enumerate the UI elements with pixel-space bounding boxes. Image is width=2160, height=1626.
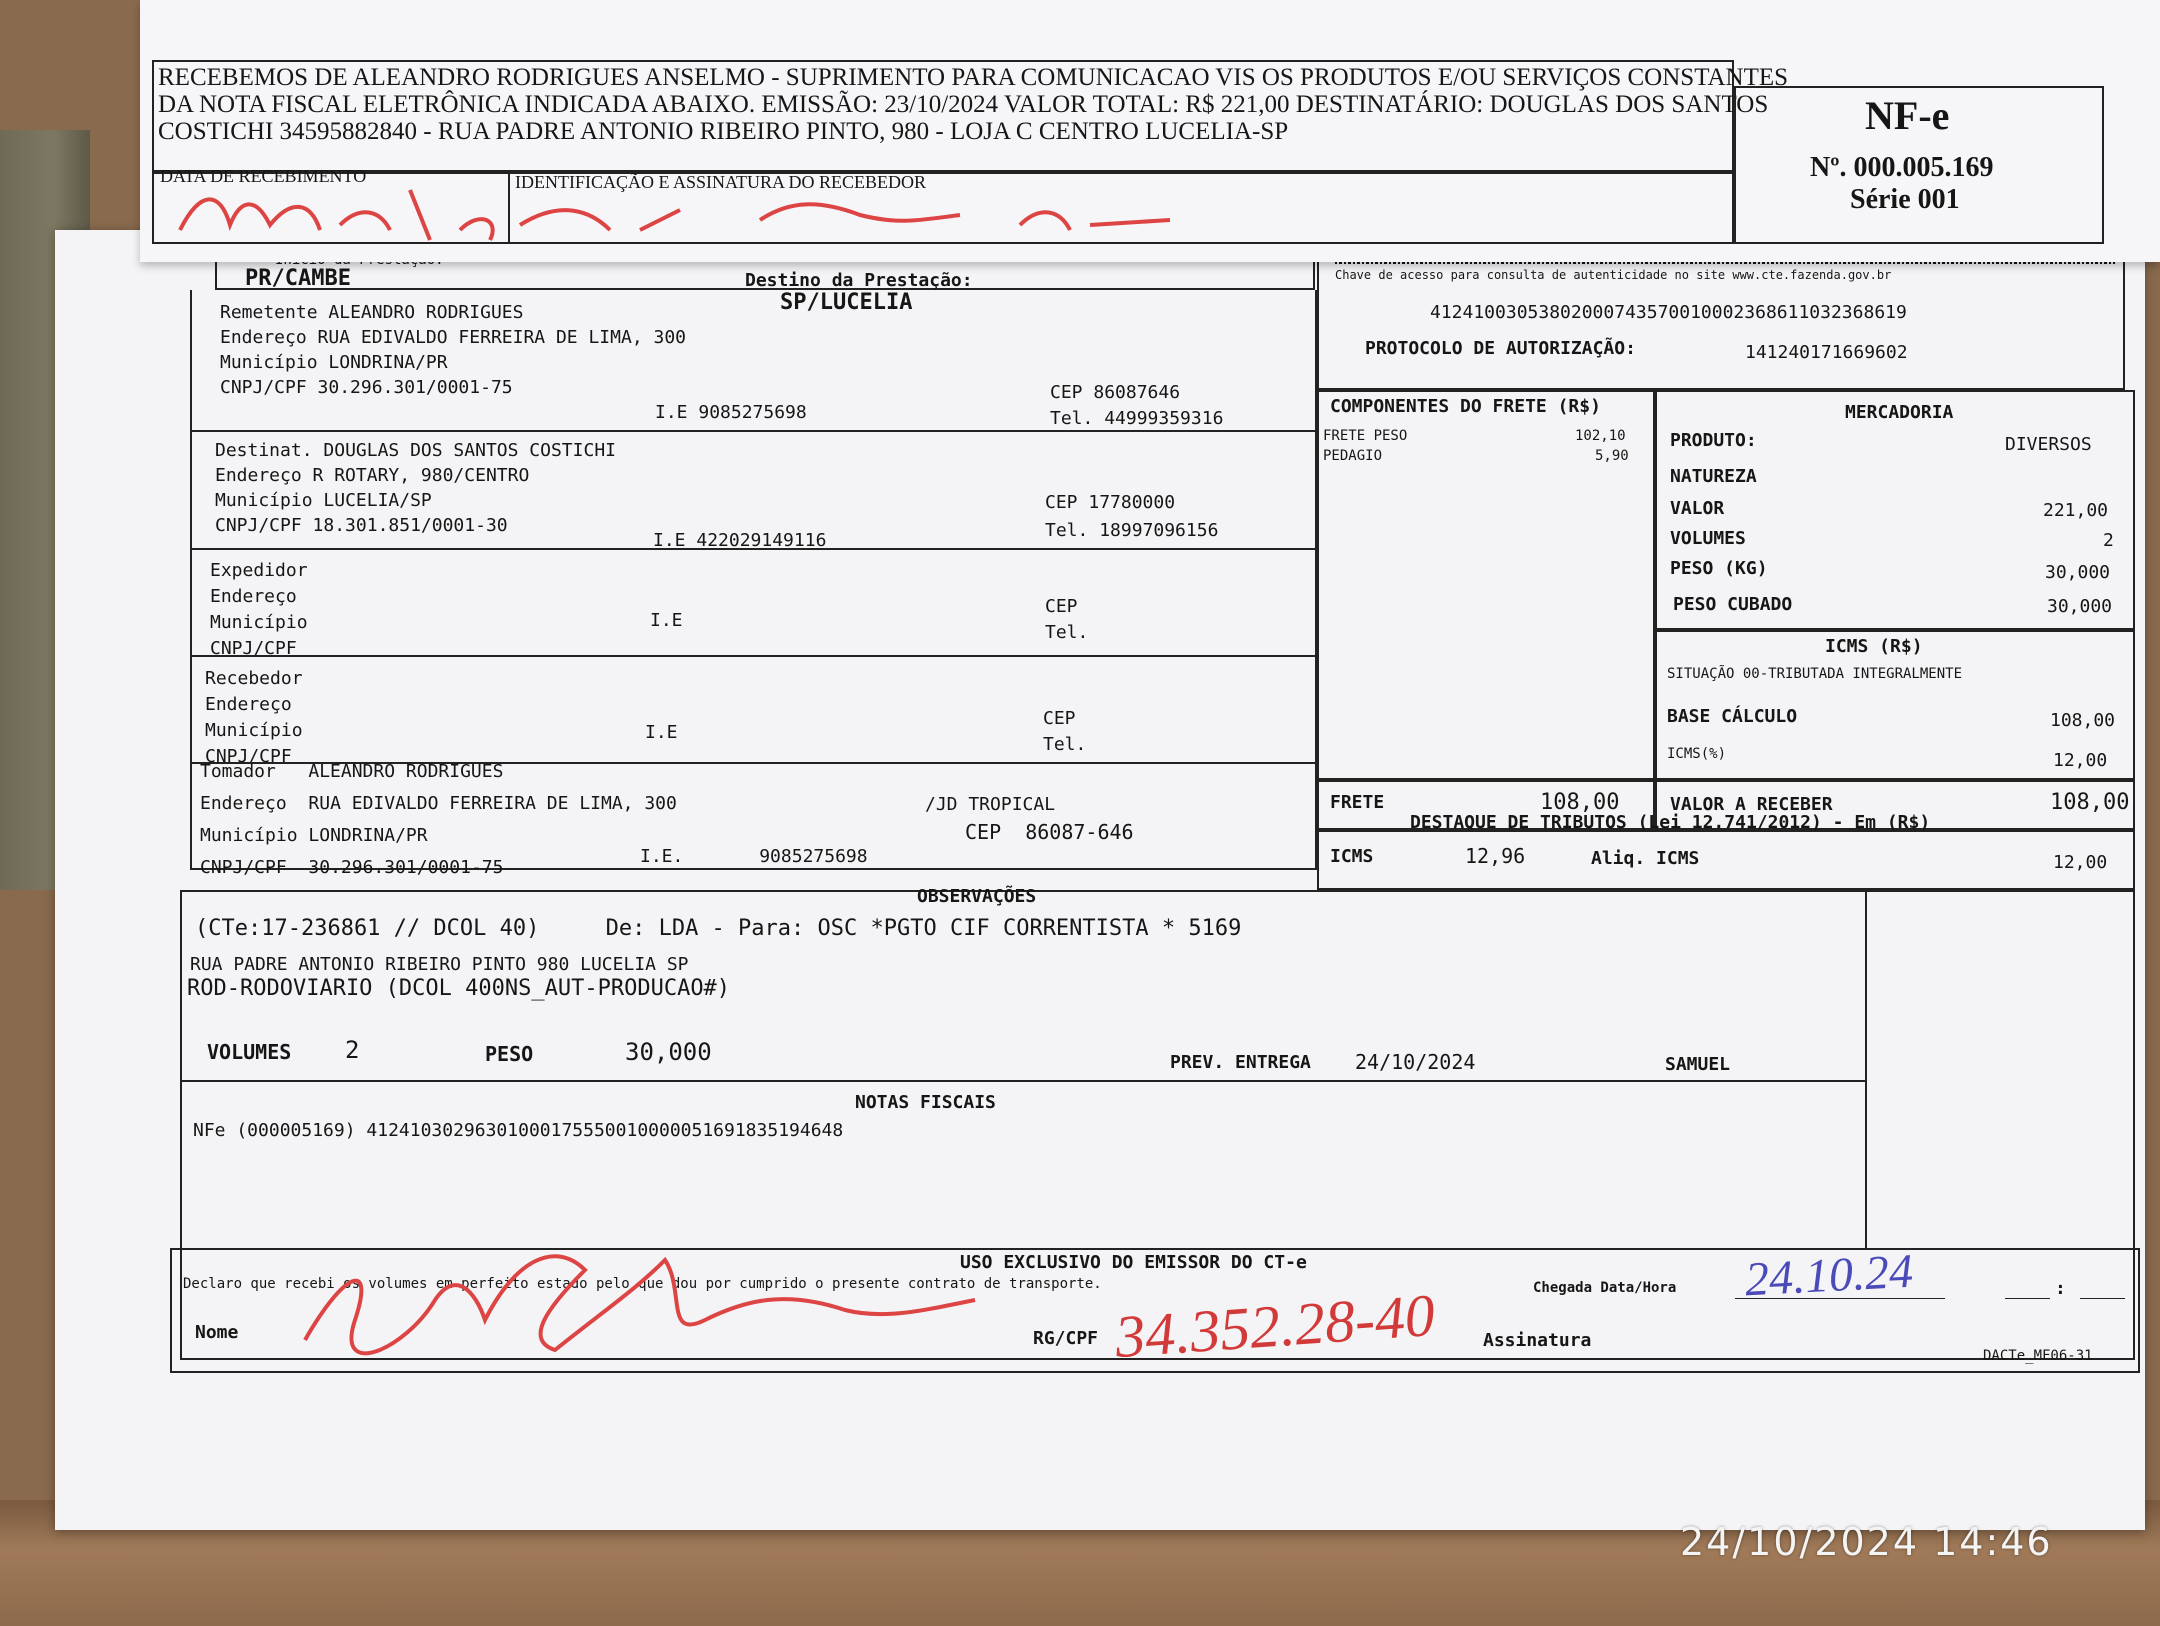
origin-value: PR/CAMBE	[245, 266, 351, 291]
destination-value: SP/LUCELIA	[780, 290, 913, 315]
expedidor-ie-label: I.E	[650, 610, 683, 631]
tomador-address: RUA EDIVALDO FERREIRA DE LIMA, 300	[308, 793, 677, 814]
peso-cubado-value: 30,000	[2047, 596, 2113, 617]
recebedor-ie-label: I.E	[645, 722, 678, 743]
destinatario-address-label: Endereço	[215, 465, 302, 486]
natureza-label: NATUREZA	[1670, 466, 1757, 487]
peso-label: PESO (KG)	[1670, 558, 1768, 579]
stub-signature-label: IDENTIFICAÇÃO E ASSINATURA DO RECEBEDOR	[515, 172, 927, 192]
expedidor-tel-label: Tel.	[1045, 622, 1089, 643]
divider	[180, 1080, 1865, 1082]
remetente-cnpj-label: CNPJ/CPF	[220, 377, 307, 398]
remetente-city-label: Município	[220, 352, 318, 373]
recebedor-section	[205, 666, 303, 770]
notas-title: NOTAS FISCAIS	[855, 1092, 996, 1113]
base-calculo-value: 108,00	[2050, 710, 2116, 731]
expedidor-city-label: Município	[210, 612, 308, 633]
destination-label: Destino da Prestação:	[745, 270, 973, 291]
destinatario-section	[215, 440, 616, 536]
frete-peso-value: 102,10	[1575, 428, 1626, 444]
access-key: 41241003053802000743570010002368611032368619	[1430, 302, 1907, 323]
chegada-label: Chegada Data/Hora	[1533, 1280, 1677, 1296]
rg-cpf-label: RG/CPF	[1033, 1328, 1099, 1349]
obs-volumes-label: VOLUMES	[207, 1040, 292, 1064]
frete-total-value: 108,00	[1540, 790, 1620, 815]
receipt-stub	[140, 0, 2160, 262]
stub-handwriting	[160, 170, 1460, 260]
expedidor-section	[210, 558, 308, 662]
destinatario-name: DOUGLAS DOS SANTOS COSTICHI	[323, 440, 616, 461]
pedagio-label: PEDAGIO	[1323, 448, 1383, 464]
tomador-cnpj: 30.296.301/0001-75	[308, 857, 504, 878]
obs-peso-label: PESO	[485, 1042, 534, 1066]
nfe-series: Série 001	[1850, 184, 1960, 215]
receiver-signature	[285, 1230, 985, 1380]
rg-handwriting: 34.352.28-40	[1113, 1281, 1437, 1371]
destinatario-label: Destinat.	[215, 440, 313, 461]
produto-label: PRODUTO:	[1670, 430, 1757, 451]
protocol-value: 141240171669602	[1745, 342, 1908, 363]
volumes-label: VOLUMES	[1670, 528, 1746, 549]
observacoes-line3: ROD-RODOVIARIO (DCOL 400NS_AUT-PRODUCAO#)	[187, 976, 731, 1001]
divider	[190, 655, 1317, 657]
base-calculo-label: BASE CÁLCULO	[1667, 706, 1798, 727]
destinatario-city: LUCELIA/SP	[323, 490, 432, 511]
tomador-city: LONDRINA/PR	[308, 825, 428, 846]
nome-label: Nome	[195, 1322, 239, 1343]
stub-receipt-text: RECEBEMOS DE ALEANDRO RODRIGUES ANSELMO - SUPRIMENTO PARA COMUNICACAO VIS OS PRODUTOS E/OU SERVIÇOS CONSTANTES DA NOTA FISCAL ELETRÔNICA INDICADA ABAIXO. EMISSÃO: 23/10/2024 VALOR TOTAL: R$ 221,00 DESTINATÁRIO: DOUGLAS DOS SANTOS COSTICHI 34595882840 - RUA PADRE ANTONIO RIBEIRO PINTO, 980 - LOJA C CENTRO LUCELIA-SP	[158, 64, 1789, 145]
tributos-title: DESTAQUE DE TRIBUTOS (Lei 12.741/2012) - Em (R$)	[1410, 812, 1931, 833]
destinatario-cnpj: 18.301.851/0001-30	[312, 515, 508, 536]
recebedor-city-label: Município	[205, 720, 303, 741]
frete-total-label: FRETE	[1330, 792, 1385, 813]
remetente-cnpj: 30.296.301/0001-75	[317, 377, 513, 398]
divider	[1865, 890, 1867, 1250]
recebedor-tel-label: Tel.	[1043, 734, 1087, 755]
chegada-minute-line	[2080, 1298, 2125, 1299]
valor-receber-label: VALOR A RECEBER	[1670, 794, 1833, 815]
tomador-name: ALEANDRO RODRIGUES	[308, 761, 504, 782]
access-key-label: Chave de acesso para consulta de autenticidade no site www.cte.fazenda.gov.br	[1335, 268, 1892, 282]
obs-name: SAMUEL	[1665, 1054, 1731, 1075]
tomador-cep: CEP 86087-646	[965, 820, 1134, 844]
remetente-address: RUA EDIVALDO FERREIRA DE LIMA, 300	[317, 327, 687, 348]
tomador-ie: I.E. 9085275698	[640, 846, 868, 867]
recebedor-cep-label: CEP	[1043, 708, 1076, 729]
recebedor-address-label: Endereço	[205, 694, 292, 715]
footer-code: DACTe_MF06-31	[1983, 1348, 2093, 1364]
tomador-district: /JD TROPICAL	[925, 794, 1056, 815]
aliq-icms-label: Aliq. ICMS	[1591, 848, 1700, 869]
tomador-cnpj-label: CNPJ/CPF	[200, 857, 287, 878]
nfe-title: NF-e	[1865, 93, 1950, 138]
destinatario-city-label: Município	[215, 490, 313, 511]
remetente-label: Remetente	[220, 302, 318, 323]
remetente-ie: I.E 9085275698	[655, 402, 807, 423]
footer-title: USO EXCLUSIVO DO EMISSOR DO CT-e	[960, 1252, 1307, 1273]
tributos-box	[1317, 830, 2135, 890]
prev-entrega-label: PREV. ENTREGA	[1170, 1052, 1311, 1073]
mercadoria-title: MERCADORIA	[1845, 402, 1954, 423]
destinatario-address: R ROTARY, 980/CENTRO	[312, 465, 530, 486]
remetente-city: LONDRINA/PR	[328, 352, 448, 373]
remetente-address-label: Endereço	[220, 327, 307, 348]
remetente-tel: Tel. 44999359316	[1050, 408, 1224, 429]
chegada-hour-line	[2005, 1298, 2050, 1299]
valor-value: 221,00	[2043, 500, 2109, 521]
time-separator: :	[2055, 1278, 2066, 1299]
peso-value: 30,000	[2045, 562, 2111, 583]
frete-peso-label: FRETE PESO	[1323, 428, 1408, 444]
recebedor-cnpj-label: CNPJ/CPF	[205, 746, 292, 767]
prev-entrega-value: 24/10/2024	[1355, 1050, 1476, 1074]
valor-label: VALOR	[1670, 498, 1725, 519]
icms-title: ICMS (R$)	[1825, 636, 1923, 657]
recebedor-label: Recebedor	[205, 668, 303, 689]
tomador-section	[200, 756, 677, 884]
stub-date-label: DATA DE RECEBIMENTO	[160, 166, 367, 186]
icms-pct-label: ICMS(%)	[1667, 746, 1727, 762]
obs-volumes-value: 2	[345, 1036, 360, 1064]
footer-declaration: Declaro que recebi os volumes em perfeito estado pelo que dou por cumprido o presente contrato de transporte.	[183, 1276, 1102, 1292]
notas-line: NFe (000005169) 41241030296301000175550010000051691835194648	[193, 1120, 844, 1141]
observacoes-line2: RUA PADRE ANTONIO RIBEIRO PINTO 980 LUCELIA SP	[190, 954, 689, 975]
tributos-icms-label: ICMS	[1330, 846, 1374, 867]
destinatario-cep: CEP 17780000	[1045, 492, 1176, 513]
arrival-date-handwriting: 24.10.24	[1743, 1244, 1915, 1307]
tomador-label: Tomador	[200, 761, 276, 782]
icms-situacao: SITUAÇÃO 00-TRIBUTADA INTEGRALMENTE	[1667, 666, 1963, 682]
obs-peso-value: 30,000	[625, 1038, 712, 1066]
tomador-city-label: Município	[200, 825, 298, 846]
pedagio-value: 5,90	[1595, 448, 1629, 464]
expedidor-label: Expedidor	[210, 560, 308, 581]
icms-pct-value: 12,00	[2053, 750, 2108, 771]
protocol-label: PROTOCOLO DE AUTORIZAÇÃO:	[1365, 338, 1636, 359]
photo-timestamp: 24/10/2024 14:46	[1680, 1520, 2053, 1564]
remetente-section	[220, 302, 686, 398]
volumes-value: 2	[2103, 530, 2114, 551]
peso-cubado-label: PESO CUBADO	[1673, 594, 1793, 615]
expedidor-cep-label: CEP	[1045, 596, 1078, 617]
produto-value: DIVERSOS	[2005, 434, 2092, 455]
assinatura-label: Assinatura	[1483, 1330, 1592, 1351]
observacoes-line1: (CTe:17-236861 // DCOL 40) De: LDA - Para: OSC *PGTO CIF CORRENTISTA * 5169	[195, 916, 1242, 941]
tomador-address-label: Endereço	[200, 793, 287, 814]
expedidor-address-label: Endereço	[210, 586, 297, 607]
remetente-name: ALEANDRO RODRIGUES	[328, 302, 524, 323]
nfe-number: Nº. 000.005.169	[1810, 152, 1994, 183]
destinatario-ie: I.E 422029149116	[653, 530, 827, 551]
componentes-title: COMPONENTES DO FRETE (R$)	[1330, 396, 1601, 417]
divider	[190, 430, 1317, 432]
expedidor-cnpj-label: CNPJ/CPF	[210, 638, 297, 659]
destinatario-tel: Tel. 18997096156	[1045, 520, 1219, 541]
destinatario-cnpj-label: CNPJ/CPF	[215, 515, 302, 536]
remetente-cep: CEP 86087646	[1050, 382, 1181, 403]
observacoes-title: OBSERVAÇÕES	[917, 886, 1037, 907]
divider	[190, 548, 1317, 550]
tributos-icms-value: 12,96	[1465, 844, 1526, 868]
dacte-document	[55, 230, 2145, 1530]
valor-receber-value: 108,00	[2050, 790, 2130, 815]
aliq-icms-value: 12,00	[2053, 852, 2108, 873]
